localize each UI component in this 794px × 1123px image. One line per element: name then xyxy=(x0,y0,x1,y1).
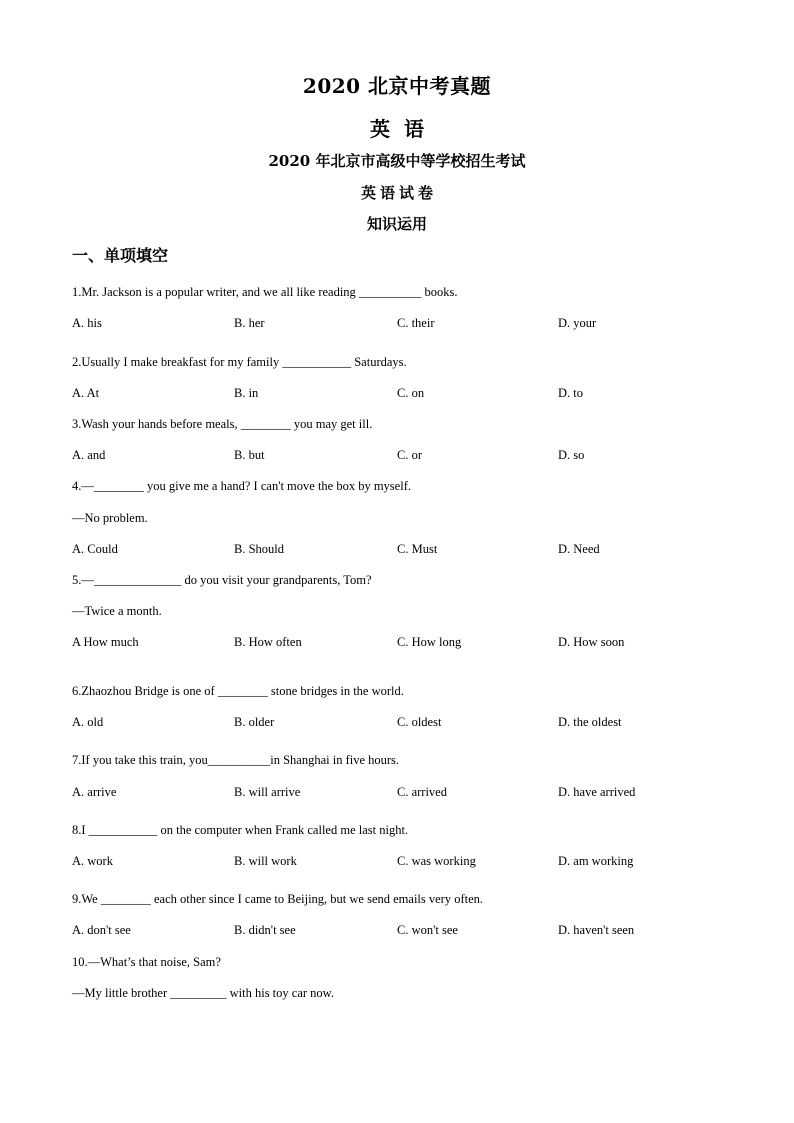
question-stem: 4.—________ you give me a hand? I can't move the box by myself. xyxy=(72,479,411,493)
option-c: C. on xyxy=(397,386,425,400)
paper-title: 英语试卷 xyxy=(360,184,437,202)
section-title: 一、单项填空 xyxy=(72,246,169,265)
option-a: A. Could xyxy=(72,542,118,556)
option-b: B. will arrive xyxy=(234,785,301,799)
option-c: C. was working xyxy=(397,854,476,868)
question-stem: 5.—______________ do you visit your grandparents, Tom? xyxy=(72,573,372,587)
question-stem: 1.Mr. Jackson is a popular writer, and we all like reading __________ books. xyxy=(72,285,458,299)
option-b: B. but xyxy=(234,448,265,462)
option-b: B. will work xyxy=(234,854,297,868)
option-d: D. have arrived xyxy=(558,785,636,799)
option-c: C. arrived xyxy=(397,785,447,799)
subject-title: 英语 xyxy=(370,117,438,141)
option-a: A. his xyxy=(72,316,102,330)
option-b: B. in xyxy=(234,386,259,400)
question-reply: —My little brother _________ with his toy car now. xyxy=(72,986,335,1000)
option-c: C. their xyxy=(397,316,435,330)
option-b: B. older xyxy=(234,715,275,729)
option-c: C. or xyxy=(397,448,422,462)
option-d: D. am working xyxy=(558,854,634,868)
option-a: A. and xyxy=(72,448,106,462)
option-a: A. arrive xyxy=(72,785,117,799)
option-d: D. so xyxy=(558,448,585,462)
option-d: D. How soon xyxy=(558,635,625,649)
option-d: D. the oldest xyxy=(558,715,622,729)
question-stem: 9.We ________ each other since I came to Beijing, but we send emails very often. xyxy=(72,892,484,906)
question-stem: 7.If you take this train, you__________in Shanghai in five hours. xyxy=(72,753,400,767)
option-a: A. At xyxy=(72,386,100,400)
option-c: C. won't see xyxy=(397,923,458,937)
exam-title: 2020 年北京市高级中等学校招生考试 xyxy=(268,152,526,170)
question-reply: —Twice a month. xyxy=(72,604,162,618)
part-title: 知识运用 xyxy=(366,215,427,233)
option-a: A. work xyxy=(72,854,113,868)
option-a: A. old xyxy=(72,715,104,729)
option-c: C. oldest xyxy=(397,715,442,729)
question-stem: 3.Wash your hands before meals, ________ you may get ill. xyxy=(72,417,373,431)
option-b: B. didn't see xyxy=(234,923,296,937)
option-c: C. How long xyxy=(397,635,462,649)
main-title: 2020 北京中考真题 xyxy=(302,74,492,98)
option-d: D. haven't seen xyxy=(558,923,635,937)
option-d: D. Need xyxy=(558,542,600,556)
option-a: A. don't see xyxy=(72,923,131,937)
option-c: C. Must xyxy=(397,542,438,556)
question-stem: 10.—What’s that noise, Sam? xyxy=(72,955,221,969)
option-b: B. How often xyxy=(234,635,302,649)
option-d: D. your xyxy=(558,316,597,330)
question-stem: 2.Usually I make breakfast for my family ___________ Saturdays. xyxy=(72,355,407,369)
question-reply: —No problem. xyxy=(72,511,148,525)
question-stem: 8.I ___________ on the computer when Frank called me last night. xyxy=(72,823,409,837)
question-stem: 6.Zhaozhou Bridge is one of ________ stone bridges in the world. xyxy=(72,684,404,698)
option-b: B. Should xyxy=(234,542,285,556)
option-a: A How much xyxy=(72,635,139,649)
option-b: B. her xyxy=(234,316,265,330)
option-d: D. to xyxy=(558,386,583,400)
